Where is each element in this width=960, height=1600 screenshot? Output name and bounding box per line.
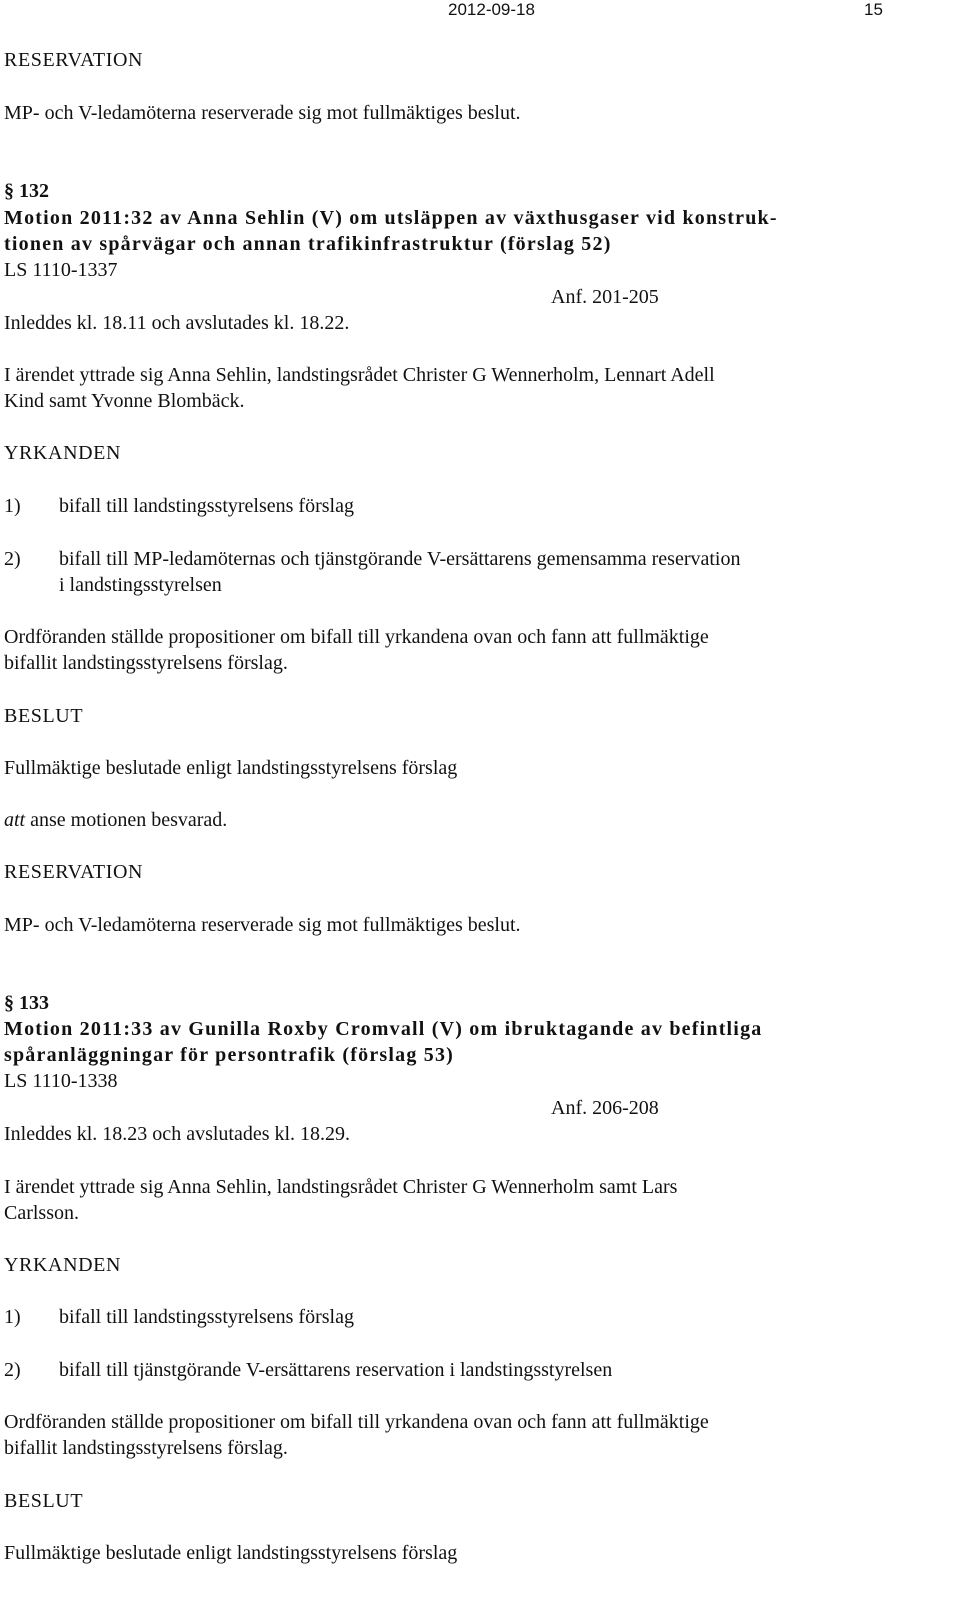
section-title-line-1: Motion 2011:33 av Gunilla Roxby Cromvall (V) om ibruktagande av befintliga xyxy=(4,1018,763,1040)
beslut-text: Fullmäktige beslutade enligt landstingsstyrelsens förslag xyxy=(4,757,458,779)
yrkande-2-line-1: bifall till MP-ledamöternas och tjänstgörande V-ersättarens gemensamma reservation xyxy=(59,548,741,570)
yrkande-1 xyxy=(4,1304,354,1330)
yrkanden-heading: YRKANDEN xyxy=(4,442,122,464)
header-date: 2012-09-18 xyxy=(448,0,535,19)
page-number: 15 xyxy=(864,0,883,19)
speakers-line-2: Carlsson. xyxy=(4,1202,79,1224)
time-line: Inleddes kl. 18.11 och avslutades kl. 18.22. xyxy=(4,312,350,334)
beslut-text: Fullmäktige beslutade enligt landstingsstyrelsens förslag xyxy=(4,1542,458,1564)
yrkande-1-text: bifall till landstingsstyrelsens förslag xyxy=(59,1306,354,1328)
case-number: LS 1110-1337 xyxy=(4,259,118,281)
yrkande-1-number: 1) xyxy=(4,495,21,517)
section-number: § 133 xyxy=(4,992,49,1014)
speakers-line-2: Kind samt Yvonne Blombäck. xyxy=(4,390,245,412)
speakers-line-1: I ärendet yttrade sig Anna Sehlin, landstingsrådet Christer G Wennerholm, Lennart Adell xyxy=(4,364,715,386)
time-line: Inleddes kl. 18.23 och avslutades kl. 18.29. xyxy=(4,1123,351,1145)
section-title-line-1: Motion 2011:32 av Anna Sehlin (V) om utsläppen av växthusgaser vid konstruk- xyxy=(4,207,778,229)
yrkande-1 xyxy=(4,493,354,519)
yrkande-1-number: 1) xyxy=(4,1306,21,1328)
yrkande-2 xyxy=(4,546,740,572)
case-number: LS 1110-1338 xyxy=(4,1070,118,1092)
yrkanden-heading: YRKANDEN xyxy=(4,1254,122,1276)
yrkande-2-line-2: i landstingsstyrelsen xyxy=(59,574,222,596)
reservation-text: MP- och V-ledamöterna reserverade sig mot fullmäktiges beslut. xyxy=(4,102,521,124)
att-clause xyxy=(4,807,227,833)
anf-reference: Anf. 201-205 xyxy=(551,286,659,308)
yrkande-2-number: 2) xyxy=(4,1359,21,1381)
reservation-text: MP- och V-ledamöterna reserverade sig mot fullmäktiges beslut. xyxy=(4,914,521,936)
reservation-heading: RESERVATION xyxy=(4,49,144,71)
beslut-heading: BESLUT xyxy=(4,1490,84,1512)
yrkande-2-number: 2) xyxy=(4,548,21,570)
section-title-line-2: tionen av spårvägar och annan trafikinfrastruktur (förslag 52) xyxy=(4,233,612,255)
yrkande-1-text: bifall till landstingsstyrelsens förslag xyxy=(59,495,354,517)
ordforanden-line-1: Ordföranden ställde propositioner om bifall till yrkandena ovan och fann att fullmäktige xyxy=(4,1411,709,1433)
ordforanden-line-1: Ordföranden ställde propositioner om bifall till yrkandena ovan och fann att fullmäktige xyxy=(4,626,709,648)
speakers-line-1: I ärendet yttrade sig Anna Sehlin, landstingsrådet Christer G Wennerholm samt Lars xyxy=(4,1176,678,1198)
anf-reference: Anf. 206-208 xyxy=(551,1097,659,1119)
section-title-line-2: spåranläggningar för persontrafik (förslag 53) xyxy=(4,1044,455,1066)
section-number: § 132 xyxy=(4,180,49,202)
att-rest: anse motionen besvarad. xyxy=(25,809,228,831)
ordforanden-line-2: bifallit landstingsstyrelsens förslag. xyxy=(4,1437,288,1459)
yrkande-2-text: bifall till tjänstgörande V-ersättarens reservation i landstingsstyrelsen xyxy=(59,1359,613,1381)
ordforanden-line-2: bifallit landstingsstyrelsens förslag. xyxy=(4,652,288,674)
reservation-heading: RESERVATION xyxy=(4,861,144,883)
yrkande-2 xyxy=(4,1357,612,1383)
att-word: att xyxy=(4,809,26,831)
beslut-heading: BESLUT xyxy=(4,705,84,727)
